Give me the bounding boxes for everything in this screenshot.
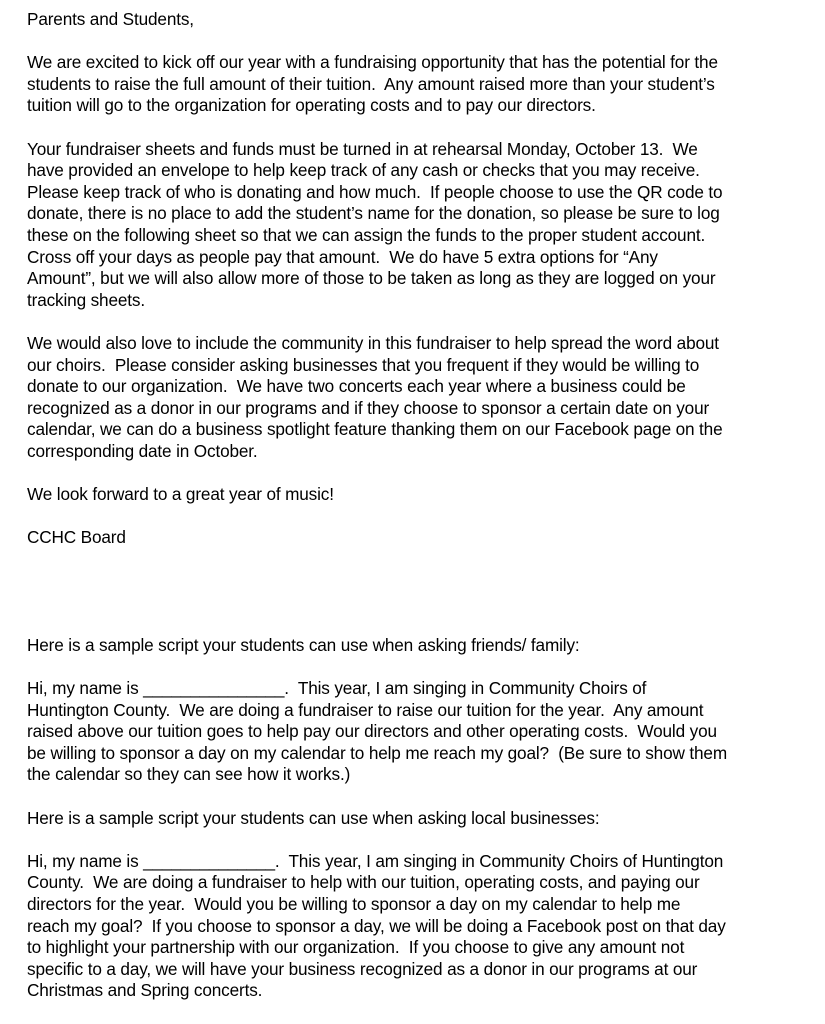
paragraph-line: We look forward to a great year of music! xyxy=(27,484,334,505)
script-line: to highlight your partnership with our organization. If you choose to give any amount not xyxy=(27,937,685,958)
paragraph-line: Please keep track of who is donating and how much. If people choose to use the QR code to xyxy=(27,181,723,202)
signature: CCHC Board xyxy=(27,527,126,548)
spacer xyxy=(27,656,817,678)
family-script-section xyxy=(27,635,817,786)
script-line: Christmas and Spring concerts. xyxy=(27,980,263,1001)
script-intro: Here is a sample script your students can use when asking friends/ family: xyxy=(27,634,580,655)
paragraph-line: recognized as a donor in our programs and if they choose to sponsor a certain date on your xyxy=(27,397,710,418)
spacer xyxy=(27,786,817,808)
script-line: Hi, my name is _______________. This year, I am singing in Community Choirs of xyxy=(27,678,647,699)
script-line: raised above our tuition goes to help pay our directors and other operating costs. Would you xyxy=(27,721,717,742)
spacer xyxy=(27,462,817,484)
script-line: County. We are doing a fundraiser to help with our tuition, operating costs, and paying our xyxy=(27,872,700,893)
salutation: Parents and Students, xyxy=(27,9,194,29)
paragraph-community xyxy=(27,333,817,463)
paragraph-line: We are excited to kick off our year with a fundraising opportunity that has the potential for the xyxy=(27,52,718,73)
script-line: specific to a day, we will have your business recognized as a donor in our programs at our xyxy=(27,958,698,979)
script-line: Hi, my name is ______________. This year, I am singing in Community Choirs of Huntington xyxy=(27,850,724,871)
paragraph-line: our choirs. Please consider asking businesses that you frequent if they would be willing to xyxy=(27,354,700,375)
paragraph-line: donate to our organization. We have two concerts each year where a business could be xyxy=(27,376,686,397)
paragraph-line: tuition will go to the organization for operating costs and to pay our directors. xyxy=(27,95,596,116)
paragraph-line: these on the following sheet so that we can assign the funds to the proper student account. xyxy=(27,224,706,245)
paragraph-line: have provided an envelope to help keep track of any cash or checks that you may receive. xyxy=(27,160,700,181)
paragraph-closing xyxy=(27,484,817,506)
spacer xyxy=(27,117,817,139)
paragraph-line: calendar, we can do a business spotlight feature thanking them on our Facebook page on the xyxy=(27,419,723,440)
section-gap xyxy=(27,549,817,635)
script-line: the calendar so they can see how it works.) xyxy=(27,764,351,785)
script-line: Huntington County. We are doing a fundraiser to raise our tuition for the year. Any amount xyxy=(27,699,704,720)
business-script-section xyxy=(27,808,817,1002)
paragraph-line: corresponding date in October. xyxy=(27,440,258,461)
document-page xyxy=(27,9,817,1002)
paragraph-intro xyxy=(27,52,817,117)
paragraph-line: Cross off your days as people pay that amount. We do have 5 extra options for “Any xyxy=(27,246,658,267)
paragraph-line: Your fundraiser sheets and funds must be turned in at rehearsal Monday, October 13. We xyxy=(27,138,698,159)
script-intro: Here is a sample script your students can use when asking local businesses: xyxy=(27,807,600,828)
script-line: directors for the year. Would you be willing to sponsor a day on my calendar to help me xyxy=(27,893,681,914)
script-line: be willing to sponsor a day on my calendar to help me reach my goal? (Be sure to show them xyxy=(27,742,728,763)
spacer xyxy=(27,506,817,528)
spacer xyxy=(27,311,817,333)
paragraph-line: tracking sheets. xyxy=(27,289,145,310)
paragraph-line: We would also love to include the community in this fundraiser to help spread the word about xyxy=(27,332,719,353)
paragraph-line: Amount”, but we will also allow more of those to be taken as long as they are logged on your xyxy=(27,268,716,289)
script-line: reach my goal? If you choose to sponsor a day, we will be doing a Facebook post on that day xyxy=(27,915,726,936)
paragraph-deadline xyxy=(27,139,817,312)
spacer xyxy=(27,31,817,53)
paragraph-line: donate, there is no place to add the student’s name for the donation, so please be sure to log xyxy=(27,203,720,224)
spacer xyxy=(27,829,817,851)
paragraph-line: students to raise the full amount of their tuition. Any amount raised more than your student’s xyxy=(27,73,715,94)
